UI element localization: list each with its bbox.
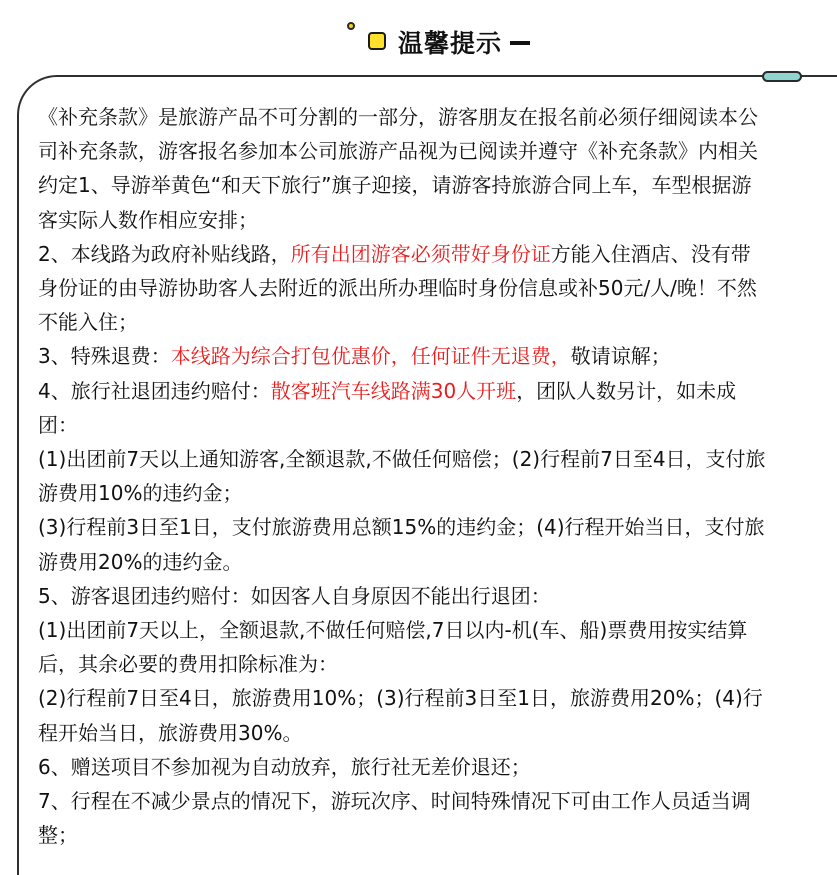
paragraph-text: 4、旅行社退团违约赔付：	[38, 378, 271, 403]
paragraph-text: ，团队人数另计，如未成团：	[38, 378, 737, 437]
terms-paragraph	[38, 339, 770, 373]
paragraph-text: 敬请谅解；	[570, 344, 671, 369]
paragraph-text: (2)行程前7日至4日，旅游费用10%；(3)行程前3日至1日，旅游费用20%；(4)行程开始当日，旅游费用30%。	[38, 686, 763, 745]
paragraph-text: 3、特殊退费：	[38, 344, 171, 369]
section-header	[0, 18, 809, 68]
square-bullet-icon	[368, 32, 386, 50]
terms-paragraph	[38, 510, 770, 578]
paragraph-text: 方能入住酒店、没有带身份证的由导游协助客人去附近的派出所办理临时身份信息或补50元/人/晚！不然不能入住；	[38, 241, 757, 335]
terms-paragraph	[38, 100, 770, 237]
tab-decoration-icon	[762, 71, 802, 82]
terms-paragraph	[38, 237, 770, 340]
terms-content	[38, 100, 770, 852]
highlight-text: 散客班汽车线路满30人开班	[270, 378, 517, 403]
paragraph-text: (3)行程前3日至1日，支付旅游费用总额15%的违约金；(4)行程开始当日，支付旅游费用20%的违约金。	[38, 515, 765, 574]
header-title-wrap	[398, 24, 530, 60]
paragraph-text: (1)出团前7天以上，全额退款,不做任何赔偿,7日以内-机(车、船)票费用按实结算后，其余必要的费用扣除标准为：	[38, 618, 748, 677]
highlight-text: 本线路为综合打包优惠价，任何证件无退费，	[170, 344, 571, 369]
terms-paragraph	[38, 442, 770, 510]
paragraph-text: 7、行程在不减少景点的情况下，游玩次序、时间特殊情况下可由工作人员适当调整；	[38, 789, 751, 848]
paragraph-text: 《补充条款》是旅游产品不可分割的一部分，游客朋友在报名前必须仔细阅读本公司补充条款，游客报名参加本公司旅游产品视为已阅读并遵守《补充条款》内相关约定1、导游举黄色“和天下旅行”旗子迎接，请游客持旅游合同上车，车型根据游客实际人数作相应安排；	[38, 105, 758, 232]
paragraph-text: (1)出团前7天以上通知游客,全额退款,不做任何赔偿；(2)行程前7日至4日，支付旅游费用10%的违约金；	[38, 447, 766, 506]
terms-paragraph	[38, 579, 770, 613]
terms-paragraph	[38, 613, 770, 681]
paragraph-text: 5、游客退团违约赔付：如因客人自身原因不能出行退团：	[38, 583, 551, 608]
ring-decoration-icon	[347, 22, 355, 30]
terms-paragraph	[38, 374, 770, 442]
highlight-text: 所有出团游客必须带好身份证	[290, 241, 551, 266]
paragraph-text: 2、本线路为政府补贴线路，	[38, 241, 291, 266]
terms-paragraph	[38, 681, 770, 749]
terms-paragraph	[38, 750, 770, 784]
terms-paragraph	[38, 784, 770, 852]
dash-decoration-icon	[510, 41, 530, 45]
paragraph-text: 6、赠送项目不参加视为自动放弃，旅行社无差价退还；	[38, 754, 531, 779]
header-title: 温馨提示	[398, 29, 503, 58]
